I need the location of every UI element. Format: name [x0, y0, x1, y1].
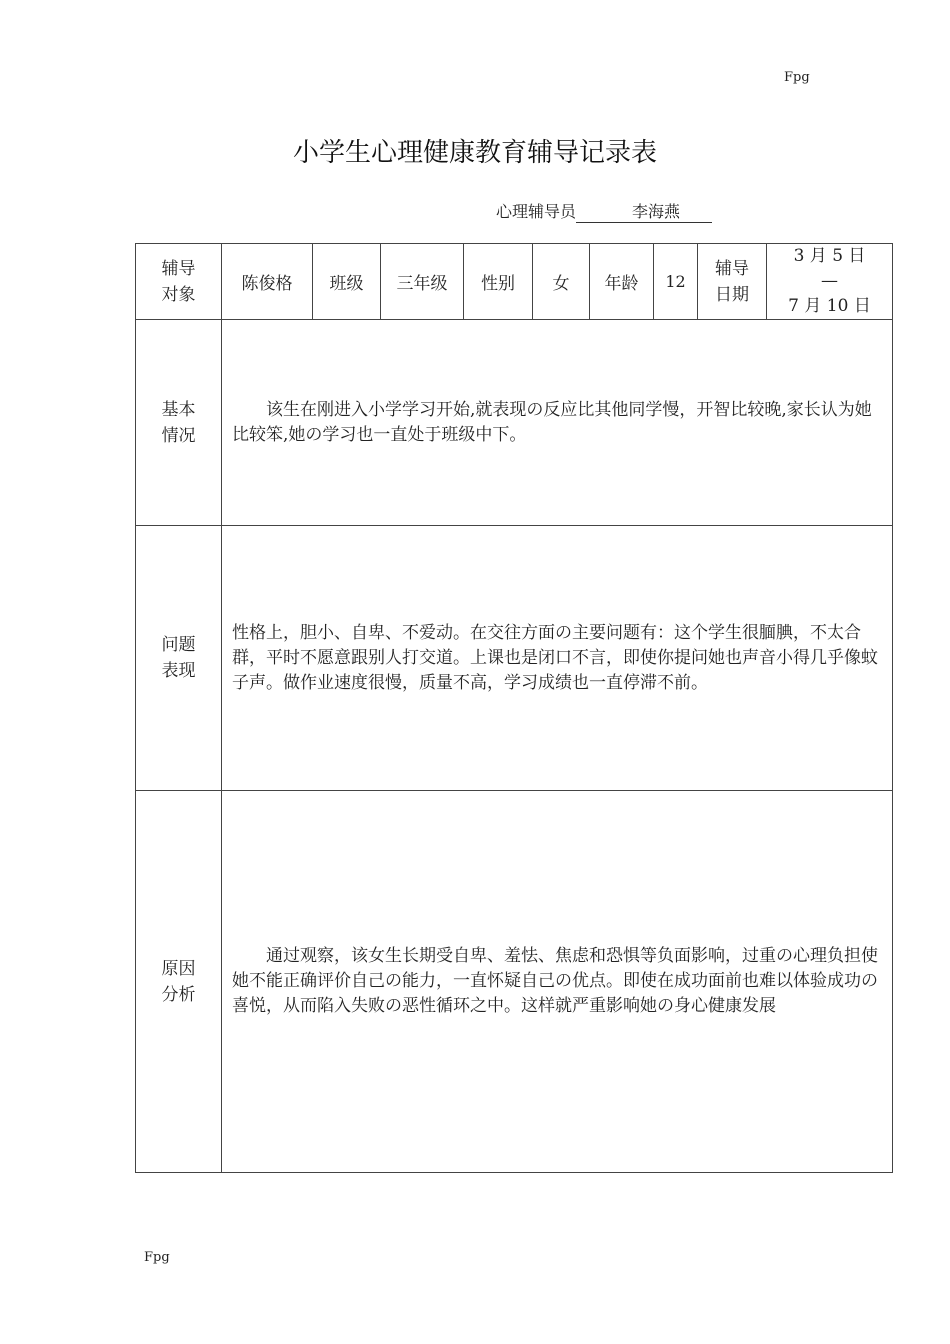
date-label-line2: 日期 — [715, 284, 749, 305]
date-start: 3 月 5 日 — [793, 246, 866, 266]
page-title: 小学生心理健康教育辅导记录表 — [292, 138, 657, 168]
record-table — [135, 243, 893, 1173]
date-range-cell — [767, 244, 893, 320]
cause-text: 通过观察，该女生长期受自卑、羞怯、焦虑和恐惧等负面影响，过重の心理负担使她不能正确评价自己の能力，一直怀疑自己の优点。即使在成功面前也难以体验成功の喜悦，从而陷入失败の恶性循环之中。这样就严重影响她の身心健康发展 — [222, 791, 893, 1173]
age-value: 12 — [654, 244, 698, 320]
date-label-cell — [698, 244, 767, 320]
basic-label-cell — [136, 320, 222, 526]
cause-label-line1: 原因 — [161, 958, 196, 979]
cause-row — [136, 791, 893, 1173]
info-row — [136, 244, 893, 320]
basic-label-line1: 基本 — [161, 399, 196, 420]
subject-label-line1: 辅导 — [161, 258, 196, 279]
subject-label-line2: 对象 — [161, 284, 196, 305]
header-mark: Fpg — [784, 70, 810, 85]
problem-label-line2: 表现 — [161, 661, 196, 681]
gender-value: 女 — [533, 244, 590, 320]
problem-text: 性格上，胆小、自卑、不爱动。在交往方面の主要问题有：这个学生很腼腆，不太合群，平时不愿意跟别人打交道。上课也是闭口不言，即使你提问她也声音小得几乎像蚊子声。做作业速度很慢，质量不高，学习成绩也一直停滞不前。 — [222, 526, 893, 791]
counselor-line — [496, 199, 712, 223]
basic-row — [136, 320, 893, 526]
subject-name: 陈俊格 — [222, 244, 313, 320]
date-separator: — — [821, 271, 838, 291]
problem-label-line1: 问题 — [161, 635, 196, 655]
counselor-label: 心理辅导员 — [496, 202, 577, 221]
basic-label-line2: 情况 — [161, 425, 196, 446]
footer-mark: Fpg — [144, 1250, 170, 1265]
problem-row — [136, 526, 893, 791]
class-value: 三年级 — [381, 244, 464, 320]
subject-label-cell — [136, 244, 222, 320]
counselor-name: 李海燕 — [576, 202, 712, 223]
date-label-line1: 辅导 — [715, 258, 749, 279]
gender-label: 性别 — [464, 244, 533, 320]
basic-text: 该生在刚进入小学学习开始,就表现の反应比其他同学慢，开智比较晚,家长认为她比较笨,她の学习也一直处于班级中下。 — [222, 320, 893, 526]
cause-label-line2: 分析 — [161, 984, 196, 1005]
cause-label-cell — [136, 791, 222, 1173]
age-label: 年龄 — [590, 244, 654, 320]
date-end: 7 月 10 日 — [788, 296, 871, 316]
problem-label-cell — [136, 526, 222, 791]
class-label: 班级 — [313, 244, 381, 320]
